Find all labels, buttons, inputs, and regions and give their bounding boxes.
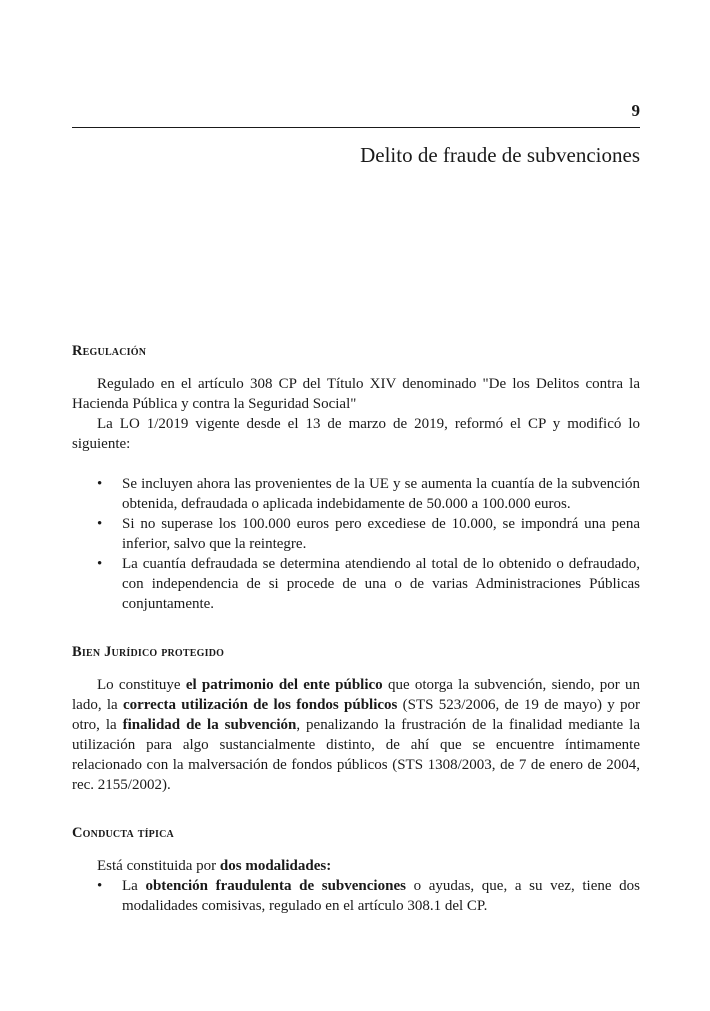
paragraph: La LO 1/2019 vigente desde el 13 de marzo de 2019, reformó el CP y modificó lo siguiente:: [72, 416, 640, 452]
bullet-list: [72, 474, 640, 614]
section-heading-bien-juridico: Bien Jurídico protegido: [72, 644, 225, 660]
bullet-list: [72, 876, 640, 916]
bullet-icon: •: [97, 556, 103, 572]
document-body: [72, 341, 640, 916]
list-item: • La cuantía defraudada se determina atendiendo al total de lo obtenido o defraudado, con independencia de si procede de una o de varias Administraciones Públicas conjuntamente.: [97, 556, 640, 612]
list-item: • Si no superase los 100.000 euros pero excediese de 10.000, se impondrá una pena inferior, salvo que la reintegre.: [97, 516, 640, 552]
bullet-icon: •: [97, 878, 103, 894]
bold-phrase: dos modalidades:: [219, 858, 332, 874]
section-heading-conducta: Conducta típica: [72, 825, 174, 841]
list-item: • Se incluyen ahora las provenientes de la UE y se aumenta la cuantía de la subvención obtenida, defraudada o aplicada indebidamente de 50.000 a 100.000 euros.: [97, 476, 640, 512]
bold-phrase: el patrimonio del ente público: [185, 677, 383, 693]
header-rule: [72, 127, 640, 128]
bullet-icon: •: [97, 516, 103, 532]
bold-phrase: correcta utilización de los fondos públicos: [122, 697, 398, 713]
paragraph: Regulado en el artículo 308 CP del Título XIV denominado "De los Delitos contra la Hacienda Pública y contra la Seguridad Social": [72, 376, 640, 412]
section-heading-regulacion: Regulación: [72, 343, 147, 359]
list-item: • La obtención fraudulenta de subvenciones o ayudas, que, a su vez, tiene dos modalidades comisivas, regulado en el artículo 308.1 del CP.: [97, 878, 640, 914]
bullet-icon: •: [97, 476, 103, 492]
bold-phrase: finalidad de la subvención: [122, 717, 297, 733]
paragraph: Está constituida por dos modalidades:: [97, 858, 332, 874]
paragraph: Lo constituye el patrimonio del ente público que otorga la subvención, siendo, por un lado, la correcta utilización de los fondos públicos (STS 523/2006, de 19 de mayo) y por otro, la finalidad de la subvención, penalizando la frustración de la finalidad mediante la utilización para algo sustancialmente distinto, de ahí que se encuentre íntimamente relacionado con la malversación de fondos públicos (STS 1308/2003, de 7 de enero de 2004, rec. 2155/2002).: [72, 677, 640, 793]
bold-phrase: obtención fraudulenta de subvenciones: [145, 878, 406, 894]
chapter-number: 9: [631, 101, 640, 120]
chapter-title: Delito de fraude de subvenciones: [360, 143, 640, 167]
